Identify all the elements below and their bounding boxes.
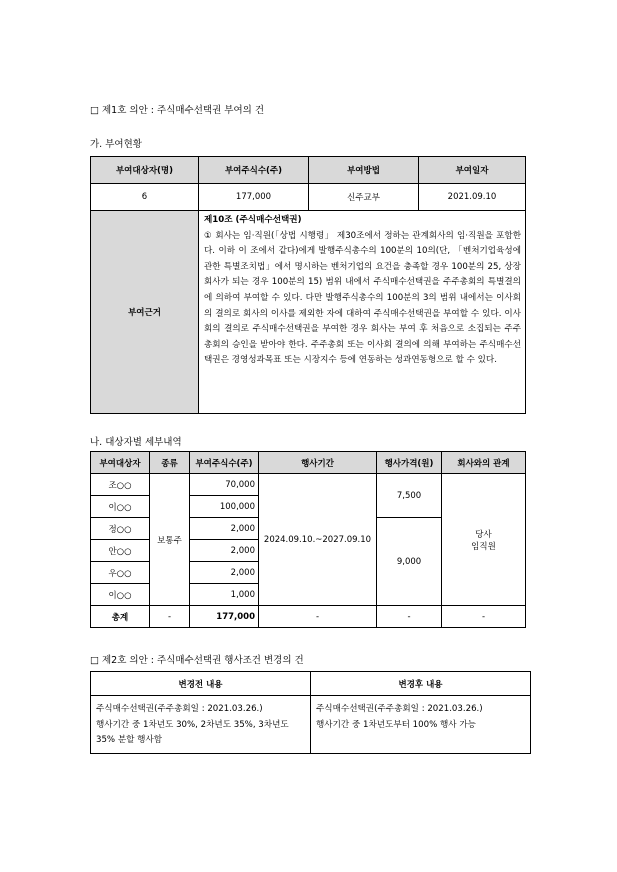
basis-label: 부여근거 [91,211,199,414]
grantee-name: 조○○ [91,474,150,496]
before-cell [91,696,311,754]
grantee-name: 이○○ [91,496,150,518]
before-body: 행사기간 중 1차년도 30%, 2차년도 35%, 3차년도 35% 분할 행사함 [96,719,289,745]
after-body: 행사기간 중 1차년도부터 100% 행사 가능 [316,719,476,730]
after-title: 주식매수선택권(주주총회일 : 2021.03.26.) [316,704,483,714]
header-date: 부여일자 [419,157,526,184]
relation-line-2: 임직원 [471,541,496,552]
grantee-shares: 2,000 [190,562,259,584]
header-type: 종류 [150,452,190,474]
header-exercise-period: 행사기간 [259,452,377,474]
grantee-name: 이○○ [91,584,150,606]
grantee-name: 우○○ [91,562,150,584]
grantee-shares: 1,000 [190,584,259,606]
section-b-title: 나. 대상자별 세부내역 [90,437,182,448]
header-grantee: 부여대상자 [91,452,150,474]
exercise-price-1: 7,500 [377,474,442,518]
grant-method: 신주교부 [309,184,419,211]
exercise-price-2: 9,000 [377,518,442,606]
after-cell [311,696,531,754]
total-period: - [259,606,377,628]
total-label: 총계 [91,606,150,628]
grantee-shares: 70,000 [190,474,259,496]
total-relation: - [442,606,526,628]
basis-title: 제10조 (주식매수선택권) [204,215,302,225]
header-exercise-price: 행사가격(원) [377,452,442,474]
basis-body: ① 회사는 임·직원(「상법 시행령」 제30조에서 정하는 관계회사의 임·직원을 포함한다. 이하 이 조에서 같다)에게 발행주식총수의 100분의 10의(단, 「벤처기업육성에 관한 특별조치법」에서 명시하는 벤처기업의 요건을 충족할 경우 100분의 25, 상장회사가 되는 경우 100분의 15) 범위 내에서 주식매수선택권을 주주총회의 특별결의에 의하여 부여할 수 있다. 다만 발행주식총수의 100분의 3의 범위 내에서는 이사회의 결의로 회사의 이사를 제외한 자에 대하여 주식매수선택권을 부여할 수 있다. 이사회의 결의로 주식매수선택권을 부여한 경우 회사는 부여 후 처음으로 소집되는 주주총회의 승인을 받아야 한다. 주주총회 또는 이사회 결의에 의해 부여하는 주식매수선택권은 경영성과목표 또는 시장지수 등에 연동하는 성과연동형으로 할 수 있다. [204,230,521,366]
relation [442,474,526,606]
agenda-1-title: □ 제1호 의안 : 주식매수선택권 부여의 건 [90,105,264,116]
grant-date: 2021.09.10 [419,184,526,211]
total-type: - [150,606,190,628]
header-shares: 부여주식수(주) [199,157,309,184]
relation-line-1: 당사 [475,529,492,540]
shares-count: 177,000 [199,184,309,211]
grantee-shares: 100,000 [190,496,259,518]
header-before: 변경전 내용 [91,672,311,696]
grant-status-table [90,156,526,414]
header-after: 변경후 내용 [311,672,531,696]
total-shares: 177,000 [190,606,259,628]
header-relation: 회사와의 관계 [442,452,526,474]
total-price: - [377,606,442,628]
grantees-count: 6 [91,184,199,211]
grantee-name: 정○○ [91,518,150,540]
exercise-period: 2024.09.10.~2027.09.10 [259,474,377,606]
stock-type: 보통주 [150,474,190,606]
header-granted-shares: 부여주식수(주) [190,452,259,474]
agenda-2-title: □ 제2호 의안 : 주식매수선택권 행사조건 변경의 건 [90,655,304,666]
basis-cell [199,211,526,414]
before-title: 주식매수선택권(주주총회일 : 2021.03.26.) [96,704,263,714]
condition-change-table [90,671,531,754]
header-method: 부여방법 [309,157,419,184]
grantee-shares: 2,000 [190,540,259,562]
grantee-detail-table [90,451,526,628]
grantee-name: 안○○ [91,540,150,562]
grantee-shares: 2,000 [190,518,259,540]
header-grantees: 부여대상자(명) [91,157,199,184]
section-a-title: 가. 부여현황 [90,139,142,150]
